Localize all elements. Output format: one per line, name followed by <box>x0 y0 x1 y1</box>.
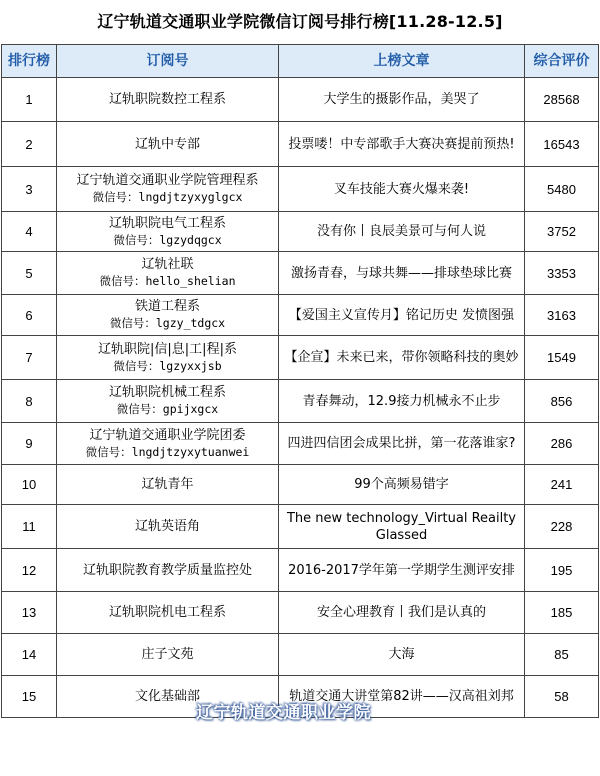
table-row <box>2 505 599 549</box>
account-name: 辽轨职院教育教学质量监控处 <box>82 562 252 578</box>
account-name: 辽宁轨道交通职业学院团委 <box>89 427 246 443</box>
table-row <box>2 212 599 252</box>
row-rank: 2 <box>2 122 57 167</box>
account-name: 辽轨社联 <box>141 257 194 272</box>
account-name: 铁道工程系 <box>134 299 200 314</box>
row-article: 没有你丨良辰美景可与何人说 <box>279 212 525 252</box>
row-rank: 13 <box>2 592 57 634</box>
row-score: 185 <box>525 592 599 634</box>
table-header-row <box>2 45 599 78</box>
row-score: 241 <box>525 465 599 505</box>
table-row <box>2 167 599 212</box>
account-name: 辽轨英语角 <box>134 519 200 534</box>
row-score: 286 <box>525 423 599 465</box>
account-wechat-id: 微信号：lgzyxxjsb <box>113 358 222 373</box>
row-account <box>57 122 279 167</box>
row-account <box>57 336 279 380</box>
row-rank: 11 <box>2 505 57 549</box>
row-score: 5480 <box>525 167 599 212</box>
row-rank: 14 <box>2 634 57 676</box>
header-score: 综合评价 <box>525 45 599 78</box>
row-article: 大海 <box>279 634 525 676</box>
table-row <box>2 336 599 380</box>
header-article: 上榜文章 <box>279 45 525 78</box>
row-rank: 7 <box>2 336 57 380</box>
row-score: 58 <box>525 676 599 718</box>
row-article: 大学生的摄影作品，美哭了 <box>279 78 525 122</box>
row-article: 四进四信团会成果比拼，第一花落谁家? <box>279 423 525 465</box>
account-name: 辽宁轨道交通职业学院管理程系 <box>76 173 259 188</box>
row-score: 195 <box>525 549 599 592</box>
account-name: 文化基础部 <box>134 689 200 704</box>
row-score: 228 <box>525 505 599 549</box>
row-score: 1549 <box>525 336 599 380</box>
account-name: 辽轨中专部 <box>134 136 200 152</box>
table-row <box>2 423 599 465</box>
table-row <box>2 252 599 295</box>
row-account <box>57 212 279 252</box>
row-score: 28568 <box>525 78 599 122</box>
header-rank: 排行榜 <box>2 45 57 78</box>
row-score: 16543 <box>525 122 599 167</box>
table-row <box>2 592 599 634</box>
account-wechat-id: 微信号：lngdjtzyxytuanwei <box>85 444 250 459</box>
page-title: 辽宁轨道交通职业学院微信订阅号排行榜[11.28-12.5] <box>97 12 503 31</box>
row-score: 3752 <box>525 212 599 252</box>
row-article: 叉车技能大赛火爆来袭! <box>279 167 525 212</box>
row-article: 青春舞动，12.9接力机械永不止步 <box>279 380 525 423</box>
row-rank: 5 <box>2 252 57 295</box>
row-account <box>57 549 279 592</box>
table-row <box>2 465 599 505</box>
account-name: 辽轨职院数控工程系 <box>108 92 226 107</box>
row-rank: 4 <box>2 212 57 252</box>
row-account <box>57 634 279 676</box>
row-rank: 8 <box>2 380 57 423</box>
row-account <box>57 380 279 423</box>
row-account <box>57 167 279 212</box>
row-account <box>57 78 279 122</box>
row-rank: 15 <box>2 676 57 718</box>
account-name: 庄子文苑 <box>141 647 194 662</box>
row-article: 安全心理教育丨我们是认真的 <box>279 592 525 634</box>
table-row <box>2 676 599 718</box>
table-row <box>2 380 599 423</box>
account-wechat-id: 微信号：lngdjtzyxyglgcx <box>92 190 243 204</box>
account-wechat-id: 微信号：lgzy_tdgcx <box>109 316 226 330</box>
row-account <box>57 295 279 336</box>
account-name: 辽轨职院电气工程系 <box>108 215 226 231</box>
row-rank: 9 <box>2 423 57 465</box>
row-score: 856 <box>525 380 599 423</box>
row-article: The new technology_Virtual Reailty Glassed <box>279 505 525 549</box>
account-wechat-id: 微信号：hello_shelian <box>99 274 236 288</box>
row-article: 投票喽！中专部歌手大赛决赛提前预热! <box>279 122 525 167</box>
ranking-table <box>1 44 599 718</box>
row-article: 【爱国主义宣传月】铭记历史 发愤图强 <box>279 295 525 336</box>
table-row <box>2 295 599 336</box>
account-name: 辽轨职院|信|息|工|程|系 <box>98 341 237 357</box>
row-rank: 1 <box>2 78 57 122</box>
account-name: 辽轨职院机械工程系 <box>108 385 226 400</box>
row-rank: 3 <box>2 167 57 212</box>
row-account <box>57 592 279 634</box>
row-article: 激扬青春，与球共舞——排球垫球比赛 <box>279 252 525 295</box>
row-rank: 10 <box>2 465 57 505</box>
table-row <box>2 78 599 122</box>
row-rank: 12 <box>2 549 57 592</box>
row-account <box>57 252 279 295</box>
row-article: 轨道交通大讲堂第82讲——汉高祖刘邦 <box>279 676 525 718</box>
row-account <box>57 465 279 505</box>
account-wechat-id: 微信号：lgzydqgcx <box>113 232 222 247</box>
row-score: 3163 <box>525 295 599 336</box>
row-account <box>57 676 279 718</box>
header-account: 订阅号 <box>57 45 279 78</box>
table-row <box>2 634 599 676</box>
row-account <box>57 423 279 465</box>
row-score: 3353 <box>525 252 599 295</box>
account-name: 辽轨职院机电工程系 <box>108 605 226 620</box>
row-account <box>57 505 279 549</box>
row-article: 【企宣】未来已来，带你领略科技的奥妙 <box>279 336 525 380</box>
row-article: 99个高频易错字 <box>279 465 525 505</box>
table-row <box>2 549 599 592</box>
account-name: 辽轨青年 <box>141 477 194 492</box>
table-row <box>2 122 599 167</box>
row-rank: 6 <box>2 295 57 336</box>
account-wechat-id: 微信号：gpijxgcx <box>116 402 219 416</box>
watermark: 辽宁轨道交通职业学院 <box>196 703 371 723</box>
row-score: 85 <box>525 634 599 676</box>
row-article: 2016-2017学年第一学期学生测评安排 <box>279 549 525 592</box>
